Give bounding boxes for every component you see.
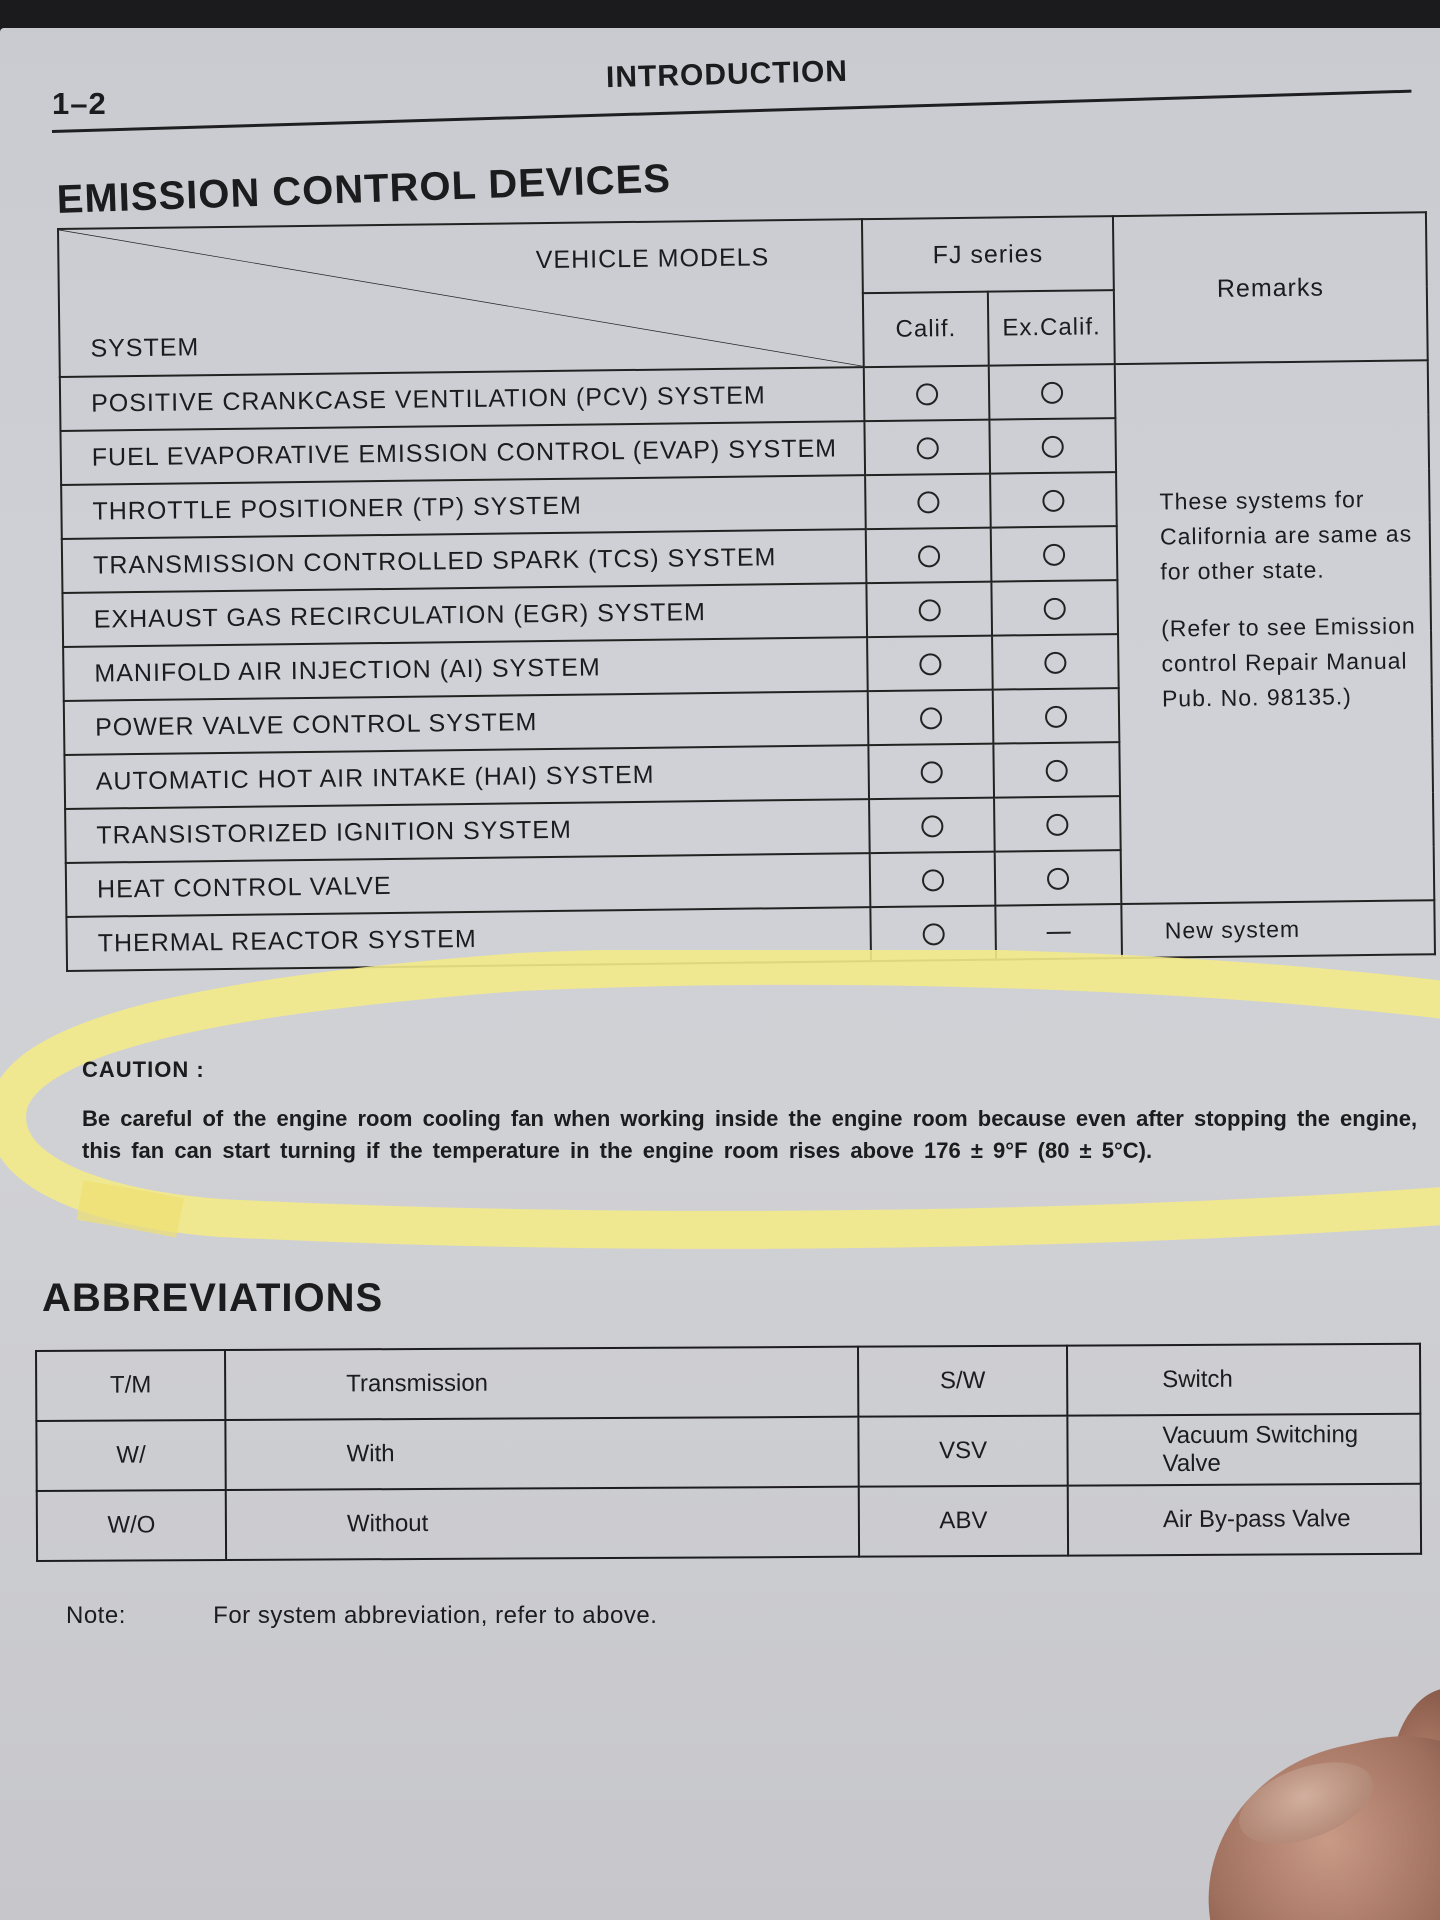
calif-column-header: Calif. [863, 292, 989, 368]
caution-block [82, 1057, 1440, 1167]
abbreviation-code: W/ [36, 1420, 225, 1491]
running-head: INTRODUCTION [605, 54, 849, 95]
applicable-mark [868, 744, 994, 800]
emission-table [57, 211, 1436, 972]
caution-text: Be careful of the engine room cooling fan when working inside the engine room because even after stopping the engine, this fan can start turning if the temperature in the engine room rises above 176 ± 9°F (80 ± 5°C). [82, 1106, 1418, 1163]
system-name: MANIFOLD AIR INJECTION (AI) SYSTEM [63, 637, 867, 701]
circle-mark-icon [916, 383, 938, 405]
fj-series-header: FJ series [862, 216, 1114, 293]
abbreviations-section-title: ABBREVIATIONS [42, 1276, 384, 1320]
applicable-mark [865, 474, 991, 530]
circle-mark-icon [920, 707, 942, 729]
manual-page [0, 28, 1440, 1920]
header-diagonal-cell [58, 219, 864, 377]
caution-title: CAUTION : [82, 1057, 205, 1082]
circle-mark-icon [1046, 760, 1068, 782]
dash-mark-icon [1047, 932, 1071, 934]
system-name: TRANSISTORIZED IGNITION SYSTEM [65, 799, 869, 863]
vehicle-models-label: VEHICLE MODELS [535, 243, 770, 275]
emission-table-body [60, 360, 1435, 971]
remarks-reference: (Refer to see Emission control Repair Manual Pub. No. 98135.) [1160, 612, 1416, 712]
system-label: SYSTEM [90, 333, 200, 363]
circle-mark-icon [918, 599, 940, 621]
system-name: AUTOMATIC HOT AIR INTAKE (HAI) SYSTEM [64, 745, 868, 809]
remark-new-system: New system [1121, 900, 1434, 958]
applicable-mark [992, 580, 1118, 636]
header-rule [52, 90, 1411, 133]
applicable-mark [989, 364, 1115, 420]
system-name: THERMAL REACTOR SYSTEM [66, 907, 870, 971]
emission-table-wrapper [57, 211, 1436, 972]
system-name: HEAT CONTROL VALVE [66, 853, 870, 917]
applicable-mark [864, 420, 990, 476]
abbreviation-meaning: Vacuum Switching Valve [1067, 1414, 1420, 1486]
applicable-mark [868, 690, 994, 746]
system-name: EXHAUST GAS RECIRCULATION (EGR) SYSTEM [62, 583, 866, 647]
emission-section-title: EMISSION CONTROL DEVICES [56, 156, 672, 222]
note-text: For system abbreviation, refer to above. [213, 1602, 658, 1629]
circle-mark-icon [1045, 652, 1067, 674]
circle-mark-icon [920, 761, 942, 783]
abbreviation-code: T/M [36, 1350, 225, 1421]
circle-mark-icon [916, 437, 938, 459]
system-name: POWER VALVE CONTROL SYSTEM [64, 691, 868, 755]
remarks-text: These systems for California are same as for other state. [1159, 486, 1413, 585]
applicable-mark [869, 798, 995, 854]
excalif-column-header: Ex.Calif. [988, 290, 1115, 366]
circle-mark-icon [1045, 706, 1067, 728]
applicable-mark [990, 418, 1116, 474]
applicable-mark [990, 472, 1116, 528]
circle-mark-icon [1043, 544, 1065, 566]
abbreviation-code: S/W [858, 1346, 1067, 1417]
abbreviation-meaning: Without [226, 1487, 859, 1560]
remarks-cell [1115, 360, 1434, 904]
system-name: TRANSMISSION CONTROLLED SPARK (TCS) SYSTEM [62, 529, 866, 593]
system-name: FUEL EVAPORATIVE EMISSION CONTROL (EVAP) SYSTEM [60, 421, 864, 485]
circle-mark-icon [1044, 598, 1066, 620]
abbreviation-code: ABV [859, 1486, 1068, 1557]
abbreviation-code: VSV [858, 1416, 1067, 1487]
applicable-mark [994, 742, 1120, 798]
abbreviations-table-body [36, 1344, 1421, 1561]
abbreviation-meaning: With [225, 1417, 858, 1490]
circle-mark-icon [919, 653, 941, 675]
system-name: THROTTLE POSITIONER (TP) SYSTEM [61, 475, 865, 539]
applicable-mark [870, 852, 996, 908]
circle-mark-icon [1042, 436, 1064, 458]
circle-mark-icon [917, 491, 939, 513]
circle-mark-icon [1043, 490, 1065, 512]
abbreviation-meaning: Transmission [225, 1347, 858, 1420]
circle-mark-icon [918, 545, 940, 567]
applicable-mark [864, 366, 990, 422]
abbreviation-meaning: Switch [1067, 1344, 1420, 1416]
abbreviation-code: W/O [37, 1490, 226, 1561]
circle-mark-icon [921, 869, 943, 891]
circle-mark-icon [1041, 382, 1063, 404]
abbreviation-row [36, 1414, 1420, 1491]
applicable-mark [993, 688, 1119, 744]
page-number: 1–2 [52, 86, 107, 121]
note-label: Note: [66, 1602, 126, 1629]
applicable-mark [866, 528, 992, 584]
abbreviations-table [35, 1343, 1422, 1562]
remarks-header: Remarks [1113, 212, 1428, 364]
circle-mark-icon [1046, 814, 1068, 836]
applicable-mark [866, 582, 992, 638]
abbreviation-row [36, 1344, 1420, 1421]
applicable-mark [867, 636, 993, 692]
applicable-mark [994, 796, 1120, 852]
applicable-mark [991, 526, 1117, 582]
circle-mark-icon [921, 815, 943, 837]
circle-mark-icon [922, 923, 944, 945]
note [66, 1602, 657, 1630]
applicable-mark [992, 634, 1118, 690]
abbreviation-row [37, 1484, 1421, 1561]
system-name: POSITIVE CRANKCASE VENTILATION (PCV) SYSTEM [60, 367, 864, 431]
abbreviation-meaning: Air By-pass Valve [1068, 1484, 1421, 1556]
circle-mark-icon [1047, 868, 1069, 890]
applicable-mark [995, 850, 1121, 906]
